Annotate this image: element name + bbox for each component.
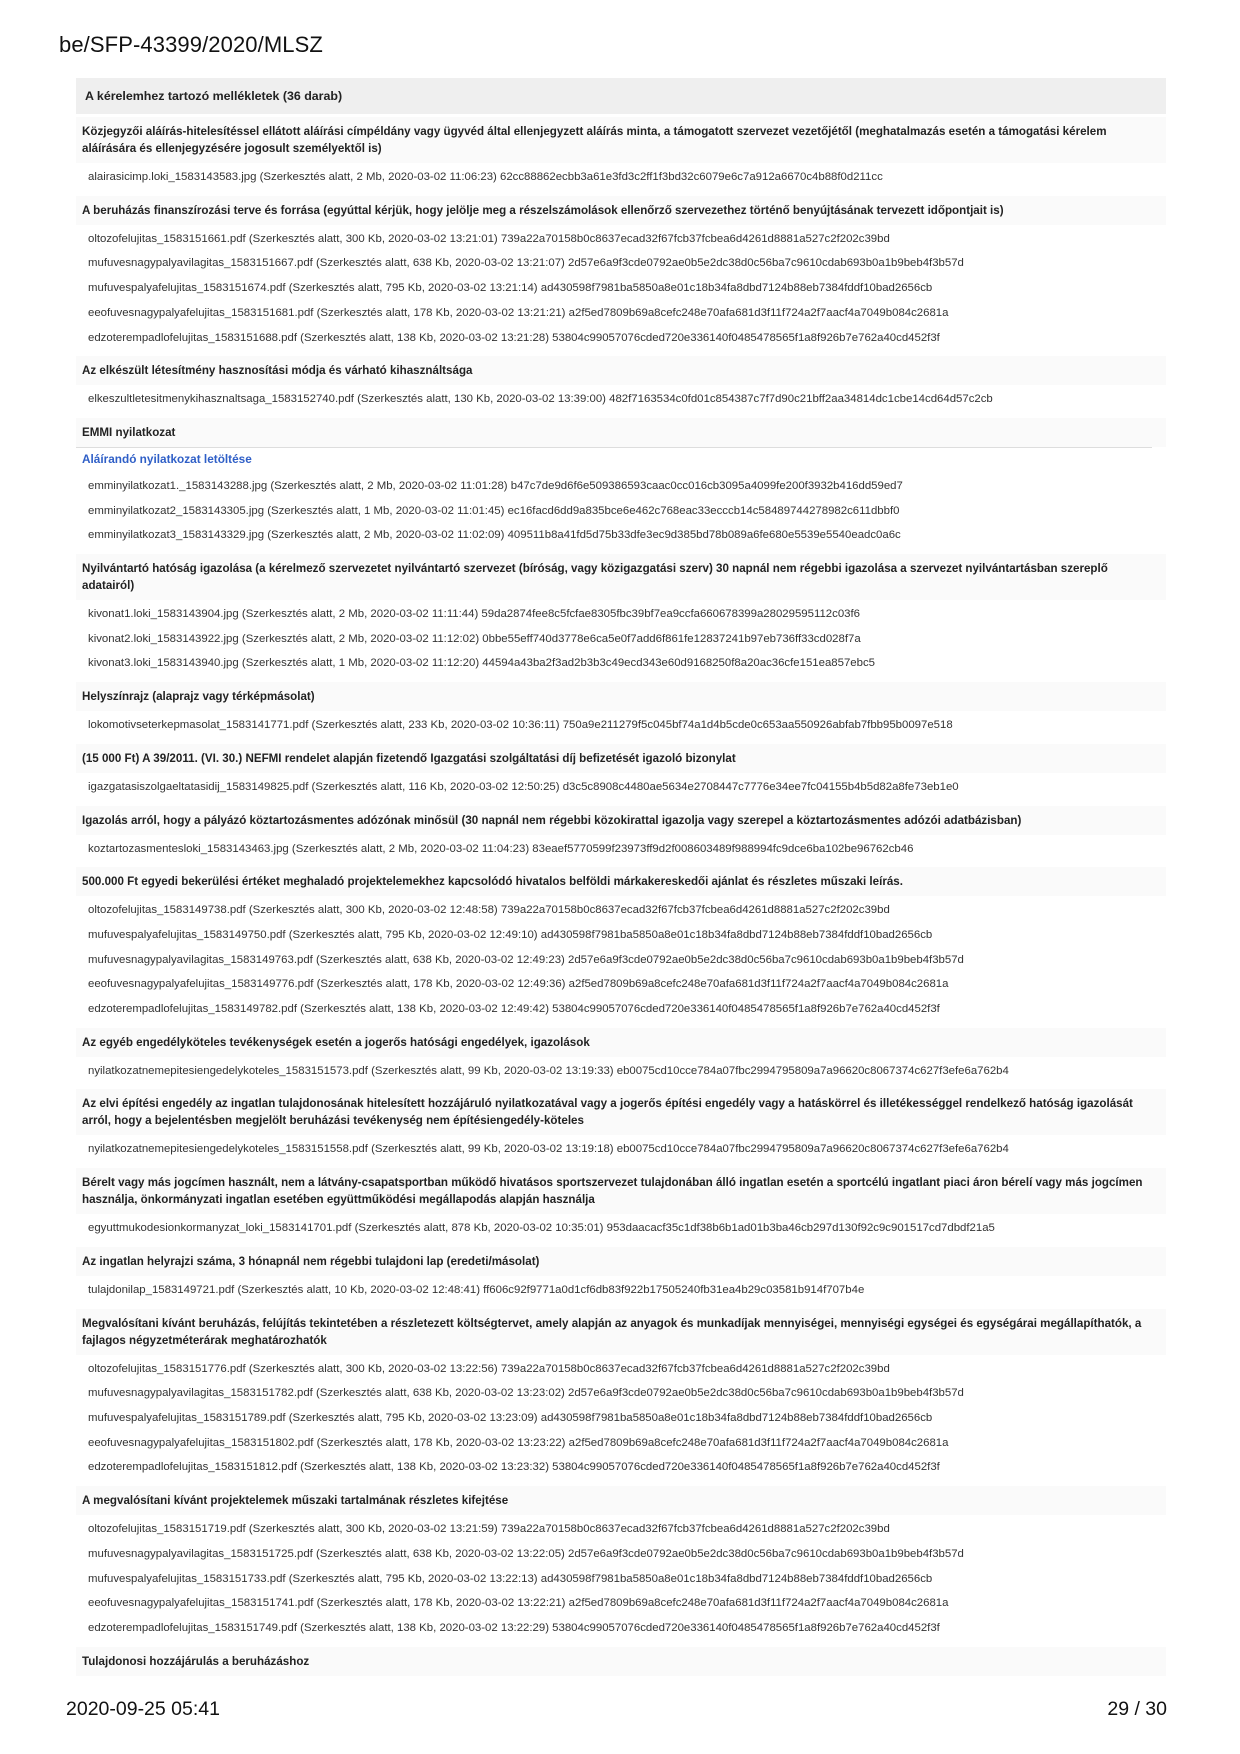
file-list <box>76 835 1166 865</box>
file-entry: mufuvespalyafelujitas_1583151674.pdf (Szerkesztés alatt, 795 Kb, 2020-03-02 13:21:14) ad430598f7981ba5850a8e01c18b34fa8dbd7124b88eb7384fddf10bad2656cb <box>88 282 933 295</box>
file-entry: igazgatasiszolgaeltatasidij_1583149825.pdf (Szerkesztés alatt, 116 Kb, 2020-03-02 12:50:25) d3c5c8908c4480ae5634e2708447c7776e34ee7fc04155b4b5d82a8fe73eb1e0 <box>88 780 959 793</box>
file-entry: oltozofelujitas_1583151661.pdf (Szerkesztés alatt, 300 Kb, 2020-03-02 13:21:01) 739a22a70158b0c8637ecad32f67fcb37fcbea6d4261d8881a527c2f202c39bd <box>88 232 890 245</box>
file-list <box>76 385 1166 415</box>
file-list <box>76 711 1166 741</box>
section-title: Az elvi építési engedély az ingatlan tulajdonosának hitelesített hozzájáruló nyilatkozatával vagy a jogerős építési engedély vagy a hatáskörrel és illetékességgel rendelkező hatóság igazolását arról, hogy a bejelentésben megjelölt beruházási tevékenység nem építésiengedély-köteles <box>76 1089 1166 1135</box>
section-title: Igazolás arról, hogy a pályázó köztartozásmentes adózónak minősül (30 napnál nem régebbi közokirattal igazolja vagy szerepel a köztartozásmentes adózói adatbázisban) <box>76 806 1166 835</box>
page-number: 29 / 30 <box>1107 1698 1167 1720</box>
download-declaration-link[interactable]: Aláírandó nyilatkozat letöltése <box>76 447 1152 472</box>
attachment-section <box>76 806 1166 865</box>
file-entry: nyilatkozatnemepitesiengedelykoteles_1583151573.pdf (Szerkesztés alatt, 99 Kb, 2020-03-02 13:19:33) eb0075cd10cce784a07fbc2994795809a7a96620c8067374c627f3efe6a762b4 <box>88 1064 1009 1077</box>
attachment-section <box>76 554 1166 679</box>
file-entry: kivonat3.loki_1583143940.jpg (Szerkesztés alatt, 1 Mb, 2020-03-02 11:12:20) 44594a43ba2f3ad2b3b3c49ecd343e60d9168250f8a20ac36cfe151ea857ebc5 <box>88 657 876 670</box>
file-list <box>76 1135 1166 1165</box>
attachment-section <box>76 418 1166 551</box>
file-entry: kivonat1.loki_1583143904.jpg (Szerkesztés alatt, 2 Mb, 2020-03-02 11:11:44) 59da2874fee8c5fcfae8305fbc39bf7ea9ccfa660678399a28029595112c03f6 <box>88 608 860 621</box>
file-entry: edzoterempadlofelujitas_1583151749.pdf (Szerkesztés alatt, 138 Kb, 2020-03-02 13:22:29) 53804c99057076cded720e336140f0485478565f1a8f926b7e762a40cd452f3f <box>88 1621 940 1634</box>
file-list <box>76 1515 1166 1644</box>
file-entry: mufuvespalyafelujitas_1583151733.pdf (Szerkesztés alatt, 795 Kb, 2020-03-02 13:22:13) ad430598f7981ba5850a8e01c18b34fa8dbd7124b88eb7384fddf10bad2656cb <box>88 1572 933 1585</box>
attachment-section <box>76 1089 1166 1165</box>
file-list <box>76 1276 1166 1306</box>
attachment-section <box>76 1486 1166 1644</box>
section-title: Megvalósítani kívánt beruházás, felújítás tekintetében a részletezett költségtervet, amely alapján az anyagok és munkadíjak mennyiségei, mennyiségi egységei és egységárai megállapíthatók, a fajlagos négyzetméterárak meghatározhatók <box>76 1309 1166 1355</box>
file-entry: nyilatkozatnemepitesiengedelykoteles_1583151558.pdf (Szerkesztés alatt, 99 Kb, 2020-03-02 13:19:18) eb0075cd10cce784a07fbc2994795809a7a96620c8067374c627f3efe6a762b4 <box>88 1143 1009 1156</box>
file-entry: kivonat2.loki_1583143922.jpg (Szerkesztés alatt, 2 Mb, 2020-03-02 11:12:02) 0bbe55eff740d3778e6ca5e0f7add6f861fe12837241b97eb736ff33cd028f7a <box>88 632 861 645</box>
attachment-section <box>76 1168 1166 1244</box>
file-list <box>76 1214 1166 1244</box>
attachment-section <box>76 196 1166 354</box>
footer-date: 2020-09-25 05:41 <box>66 1698 220 1720</box>
section-title: EMMI nyilatkozat <box>76 418 1166 447</box>
attachment-section <box>76 1247 1166 1306</box>
attachments-panel <box>76 78 1166 1676</box>
file-entry: tulajdonilap_1583149721.pdf (Szerkesztés alatt, 10 Kb, 2020-03-02 12:48:41) ff606c92f9771a0d1cf6db83f922b17505240fb31ea4b29c03581b914f707b4e <box>88 1283 865 1296</box>
file-entry: mufuvespalyafelujitas_1583149750.pdf (Szerkesztés alatt, 795 Kb, 2020-03-02 12:49:10) ad430598f7981ba5850a8e01c18b34fa8dbd7124b88eb7384fddf10bad2656cb <box>88 928 933 941</box>
section-title: Tulajdonosi hozzájárulás a beruházáshoz <box>76 1647 1166 1676</box>
file-entry: eeofuvesnagypalyafelujitas_1583151802.pdf (Szerkesztés alatt, 178 Kb, 2020-03-02 13:23:22) a2f5ed7809b69a8cefc248e70afa681d3f11f724a2f7aacf4a7049b084c2681a <box>88 1436 949 1449</box>
section-title: Közjegyzői aláírás-hitelesítéssel ellátott aláírási címpéldány vagy ügyvéd által ellenjegyzett aláírás minta, a támogatott szervezet vezetőjétől (meghatalmazás esetén a támogatási kérelem aláírására és ellenjegyzésére jogosult személyektől is) <box>76 117 1166 163</box>
attachment-section <box>76 1028 1166 1087</box>
file-entry: mufuvespalyafelujitas_1583151789.pdf (Szerkesztés alatt, 795 Kb, 2020-03-02 13:23:09) ad430598f7981ba5850a8e01c18b34fa8dbd7124b88eb7384fddf10bad2656cb <box>88 1411 933 1424</box>
file-entry: edzoterempadlofelujitas_1583151812.pdf (Szerkesztés alatt, 138 Kb, 2020-03-02 13:23:32) 53804c99057076cded720e336140f0485478565f1a8f926b7e762a40cd452f3f <box>88 1461 940 1474</box>
file-entry: alairasicimp.loki_1583143583.jpg (Szerkesztés alatt, 2 Mb, 2020-03-02 11:06:23) 62cc88862ecbb3a61e3fd3c2ff1f3bd32c6079e6c7a912a6670c4b88f0d211cc <box>88 171 883 183</box>
attachment-section <box>76 1647 1166 1676</box>
file-entry: mufuvesnagypalyavilagitas_1583151667.pdf (Szerkesztés alatt, 638 Kb, 2020-03-02 13:21:07) 2d57e6a9f3cde0792ae0b5e2dc38d0c56ba7c9610cdab693b0a1b9beb4f3b57d <box>88 257 964 270</box>
attachment-section <box>76 744 1166 803</box>
attachment-section <box>76 682 1166 741</box>
file-entry: eeofuvesnagypalyafelujitas_1583151681.pdf (Szerkesztés alatt, 178 Kb, 2020-03-02 13:21:21) a2f5ed7809b69a8cefc248e70afa681d3f11f724a2f7aacf4a7049b084c2681a <box>88 306 949 319</box>
document-id: be/SFP-43399/2020/MLSZ <box>59 32 323 57</box>
file-entry: edzoterempadlofelujitas_1583151688.pdf (Szerkesztés alatt, 138 Kb, 2020-03-02 13:21:28) 53804c99057076cded720e336140f0485478565f1a8f926b7e762a40cd452f3f <box>88 331 940 344</box>
section-title: A beruházás finanszírozási terve és forrása (egyúttal kérjük, hogy jelölje meg a részelszámolások ellenőrző szervezethez történő benyújtásának tervezett időpontjait is) <box>76 196 1166 225</box>
file-entry: eeofuvesnagypalyafelujitas_1583149776.pdf (Szerkesztés alatt, 178 Kb, 2020-03-02 12:49:36) a2f5ed7809b69a8cefc248e70afa681d3f11f724a2f7aacf4a7049b084c2681a <box>88 978 949 991</box>
file-entry: koztartozasmentesloki_1583143463.jpg (Szerkesztés alatt, 2 Mb, 2020-03-02 11:04:23) 83eaef5770599f23973ff9d2f008603489f988994fc9dce6ba102be96762cb46 <box>88 842 914 855</box>
file-entry: eeofuvesnagypalyafelujitas_1583151741.pdf (Szerkesztés alatt, 178 Kb, 2020-03-02 13:22:21) a2f5ed7809b69a8cefc248e70afa681d3f11f724a2f7aacf4a7049b084c2681a <box>88 1597 949 1610</box>
file-entry: emminyilatkozat1._1583143288.jpg (Szerkesztés alatt, 2 Mb, 2020-03-02 11:01:28) b47c7de9d6f6e509386593caac0cc016cb3095a4099fe200f3932b416dd59ed7 <box>88 479 903 492</box>
file-entry: mufuvesnagypalyavilagitas_1583149763.pdf (Szerkesztés alatt, 638 Kb, 2020-03-02 12:49:23) 2d57e6a9f3cde0792ae0b5e2dc38d0c56ba7c9610cdab693b0a1b9beb4f3b57d <box>88 953 964 966</box>
section-title: Az elkészült létesítmény hasznosítási módja és várható kihasználtsága <box>76 356 1166 385</box>
section-title: Helyszínrajz (alaprajz vagy térképmásolat) <box>76 682 1166 711</box>
file-list <box>76 600 1166 679</box>
section-title: (15 000 Ft) A 39/2011. (VI. 30.) NEFMI rendelet alapján fizetendő Igazgatási szolgáltatási díj befizetését igazoló bizonylat <box>76 744 1166 773</box>
attachment-sections <box>76 117 1166 1676</box>
section-title: A megvalósítani kívánt projektelemek műszaki tartalmának részletes kifejtése <box>76 1486 1166 1515</box>
file-entry: emminyilatkozat2_1583143305.jpg (Szerkesztés alatt, 1 Mb, 2020-03-02 11:01:45) ec16facd6dd9a835bce6e462c768eac33ecccb14c58489744278982c611dbbf0 <box>88 504 900 517</box>
file-entry: mufuvesnagypalyavilagitas_1583151782.pdf (Szerkesztés alatt, 638 Kb, 2020-03-02 13:23:02) 2d57e6a9f3cde0792ae0b5e2dc38d0c56ba7c9610cdab693b0a1b9beb4f3b57d <box>88 1387 964 1400</box>
section-title: Az ingatlan helyrajzi száma, 3 hónapnál nem régebbi tulajdoni lap (eredeti/másolat) <box>76 1247 1166 1276</box>
section-title: Bérelt vagy más jogcímen használt, nem a látvány-csapatsportban működő hivatásos sportszervezet tulajdonában álló ingatlan esetén a sportcélú ingatlant piaci áron bérelí vagy más jogcímen használja, önkormányzati ingatlan esetében együttműködési megállapodás alapján használja <box>76 1168 1166 1214</box>
file-entry: oltozofelujitas_1583151719.pdf (Szerkesztés alatt, 300 Kb, 2020-03-02 13:21:59) 739a22a70158b0c8637ecad32f67fcb37fcbea6d4261d8881a527c2f202c39bd <box>88 1523 890 1536</box>
file-list <box>76 1355 1166 1484</box>
attachment-section <box>76 1309 1166 1484</box>
section-title: Nyilvántartó hatóság igazolása (a kérelmező szervezetet nyilvántartó szervezet (bíróság, vagy közigazgatási szerv) 30 napnál nem régebbi igazolása a szervezet nyilvántartásban szereplő adatairól) <box>76 554 1166 600</box>
file-entry: mufuvesnagypalyavilagitas_1583151725.pdf (Szerkesztés alatt, 638 Kb, 2020-03-02 13:22:05) 2d57e6a9f3cde0792ae0b5e2dc38d0c56ba7c9610cdab693b0a1b9beb4f3b57d <box>88 1547 964 1560</box>
file-entry: lokomotivseterkepmasolat_1583141771.pdf (Szerkesztés alatt, 233 Kb, 2020-03-02 10:36:11) 750a9e211279f5c045bf74a1d4b5cde0c653aa550926abfab7fbb95b0097e518 <box>88 719 953 732</box>
attachment-section <box>76 117 1166 193</box>
file-list <box>76 472 1166 551</box>
section-title: Az egyéb engedélyköteles tevékenységek esetén a jogerős hatósági engedélyek, igazolások <box>76 1028 1166 1057</box>
file-list <box>76 1057 1166 1087</box>
section-title: 500.000 Ft egyedi bekerülési értéket meghaladó projektelemekhez kapcsolódó hivatalos belföldi márkakereskedői ajánlat és részletes műszaki leírás. <box>76 867 1166 896</box>
file-entry: emminyilatkozat3_1583143329.jpg (Szerkesztés alatt, 2 Mb, 2020-03-02 11:02:09) 409511b8a41fd5d75b33dfe3ec9d385bd78b089a6fe680e5539e5540eadc0a6c <box>88 529 901 542</box>
file-list <box>76 773 1166 803</box>
file-entry: elkeszultletesitmenykihasznaltsaga_1583152740.pdf (Szerkesztés alatt, 130 Kb, 2020-03-02 13:39:00) 482f7163534c0fd01c854387c7f7d90c21bff2aa34814dc1cbe14cd64d57c2cb <box>88 393 993 406</box>
file-entry: oltozofelujitas_1583149738.pdf (Szerkesztés alatt, 300 Kb, 2020-03-02 12:48:58) 739a22a70158b0c8637ecad32f67fcb37fcbea6d4261d8881a527c2f202c39bd <box>88 904 890 917</box>
file-entry: oltozofelujitas_1583151776.pdf (Szerkesztés alatt, 300 Kb, 2020-03-02 13:22:56) 739a22a70158b0c8637ecad32f67fcb37fcbea6d4261d8881a527c2f202c39bd <box>88 1362 890 1375</box>
attachments-header: A kérelemhez tartozó mellékletek (36 darab) <box>76 78 1166 114</box>
attachment-section <box>76 867 1166 1025</box>
attachment-section <box>76 356 1166 415</box>
file-entry: edzoterempadlofelujitas_1583149782.pdf (Szerkesztés alatt, 138 Kb, 2020-03-02 12:49:42) 53804c99057076cded720e336140f0485478565f1a8f926b7e762a40cd452f3f <box>88 1003 940 1016</box>
file-entry: egyuttmukodesionkormanyzat_loki_1583141701.pdf (Szerkesztés alatt, 878 Kb, 2020-03-02 10:35:01) 953daacacf35c1df38b6b1ad01b3ba46cb297d130f92c9c901517cd7dbdf21a5 <box>88 1222 995 1235</box>
file-list <box>76 896 1166 1025</box>
file-list <box>76 163 1166 193</box>
file-list <box>76 225 1166 354</box>
